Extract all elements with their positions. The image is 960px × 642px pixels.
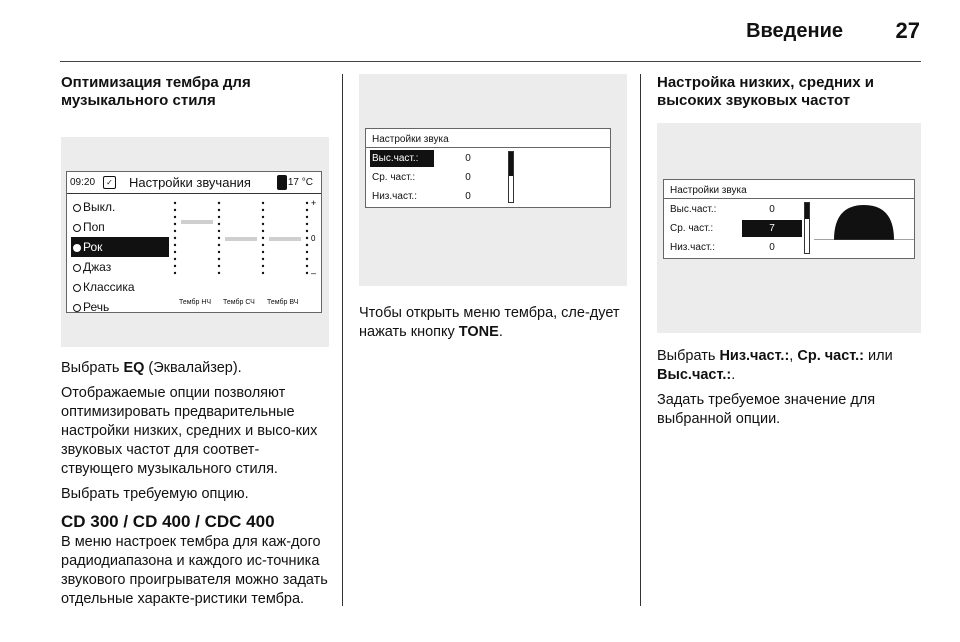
- tone-slider[interactable]: [804, 202, 810, 254]
- thermometer-icon: [277, 175, 287, 190]
- tone-button-term: TONE: [458, 324, 499, 340]
- eq-term: EQ: [123, 360, 145, 376]
- eq-band-bar-treble: [269, 237, 301, 241]
- bass-term: Низ.част.:: [719, 348, 790, 364]
- subheading-cd-models: CD 300 / CD 400 / CDC 400: [61, 512, 275, 531]
- eq-band-label-bass: Тембр НЧ: [179, 299, 212, 306]
- temperature-text: 17 °C: [287, 177, 313, 188]
- treble-term: Выс.част.:: [657, 367, 732, 383]
- column-1: [61, 74, 329, 609]
- source-icon: ✓: [103, 176, 116, 189]
- tone-screen-figure-2: [657, 123, 921, 333]
- tone-screen-rule: [664, 198, 914, 199]
- paragraph-eq-options: Отображаемые опции позволяют оптимизировать предварительные настройки низких, средних и высо-ких звуковых частот для соответ-ствующего музыкального стиля.: [61, 385, 318, 477]
- page-number: 27: [895, 18, 920, 43]
- radio-icon: [73, 264, 81, 272]
- column-2: [359, 74, 627, 342]
- tone-screen-rule: [366, 147, 610, 148]
- tone-screen-title: Настройки звука: [670, 185, 747, 196]
- tone-screen-title: Настройки звука: [372, 134, 449, 145]
- eq-preset-item[interactable]: Поп: [71, 217, 169, 237]
- eq-preset-item[interactable]: Речь: [71, 297, 169, 317]
- page-header-title: Введение: [746, 20, 843, 42]
- frequency-curve: [834, 205, 894, 240]
- eq-scale-minus: –: [311, 268, 317, 278]
- eq-band-bar-mid: [225, 237, 257, 241]
- eq-screen-title: Настройки звучания: [129, 175, 251, 190]
- tone-row-mid[interactable]: Ср. част.: 7: [666, 220, 866, 237]
- eq-preset-item[interactable]: Джаз: [71, 257, 169, 277]
- tone-screen: [365, 128, 611, 208]
- paragraph-open-tone-menu: Чтобы открыть меню тембра, сле-дует нажать кнопку TONE.: [359, 305, 620, 340]
- header-rule: [60, 61, 921, 62]
- tone-slider[interactable]: [508, 151, 514, 203]
- paragraph-select-band: Выбрать Низ.част.:, Ср. част.: или Выс.част.:.: [657, 348, 893, 383]
- frequency-curve-graph: [814, 200, 914, 240]
- eq-screen: [66, 171, 322, 313]
- radio-selected-icon: [73, 244, 81, 252]
- radio-icon: [73, 304, 81, 312]
- section-title-eq: Оптимизация тембра для музыкального стиля: [61, 74, 251, 109]
- eq-scale-plus: +: [311, 198, 317, 208]
- tone-screen-figure: [359, 74, 627, 286]
- tone-screen-2: [663, 179, 915, 259]
- tone-row-bass[interactable]: Низ.част.: 0: [670, 242, 775, 253]
- radio-icon: [73, 204, 81, 212]
- paragraph-select-option: Выбрать требуемую опцию.: [61, 486, 249, 502]
- tone-slider-fill: [805, 203, 809, 219]
- column-divider-2: [640, 74, 641, 606]
- tone-row-treble[interactable]: Выс.част.: 0: [670, 204, 775, 215]
- tone-slider-fill: [509, 152, 513, 176]
- eq-preset-item-selected[interactable]: Рок: [71, 237, 169, 257]
- eq-preset-list: [71, 197, 169, 317]
- radio-icon: [73, 284, 81, 292]
- eq-screen-figure: [61, 137, 329, 347]
- column-divider-1: [342, 74, 343, 606]
- eq-band-bar-bass: [181, 220, 213, 224]
- tone-row-treble[interactable]: Выс.част.: 0: [368, 150, 568, 167]
- paragraph-set-value: Задать требуемое значение для выбранной опции.: [657, 392, 876, 427]
- clock-text: 09:20: [70, 177, 96, 188]
- eq-preset-item[interactable]: Классика: [71, 277, 169, 297]
- eq-preset-item[interactable]: Выкл.: [71, 197, 169, 217]
- section-title-bands: Настройка низких, средних и высоких звуковых частот: [657, 74, 874, 109]
- radio-icon: [73, 224, 81, 232]
- eq-band-graph: [171, 197, 321, 287]
- paragraph-tone-per-source: В меню настроек тембра для каж-дого радиодиапазона и каждого ис-точника звукового проигрывателя можно задать отдельные характе-ристики тембра.: [61, 534, 328, 607]
- tone-row-mid[interactable]: Ср. част.: 0: [372, 172, 471, 183]
- column-3: [657, 74, 921, 429]
- paragraph-select-eq: Выбрать EQ (Эквалайзер).: [61, 360, 242, 376]
- eq-band-label-mid: Тембр СЧ: [223, 299, 255, 306]
- mid-term: Ср. част.:: [797, 348, 864, 364]
- eq-scale-zero: 0: [311, 234, 316, 243]
- eq-band-label-treble: Тембр ВЧ: [267, 299, 299, 306]
- tone-row-bass[interactable]: Низ.част.: 0: [372, 191, 471, 202]
- eq-screen-topbar: [67, 172, 321, 194]
